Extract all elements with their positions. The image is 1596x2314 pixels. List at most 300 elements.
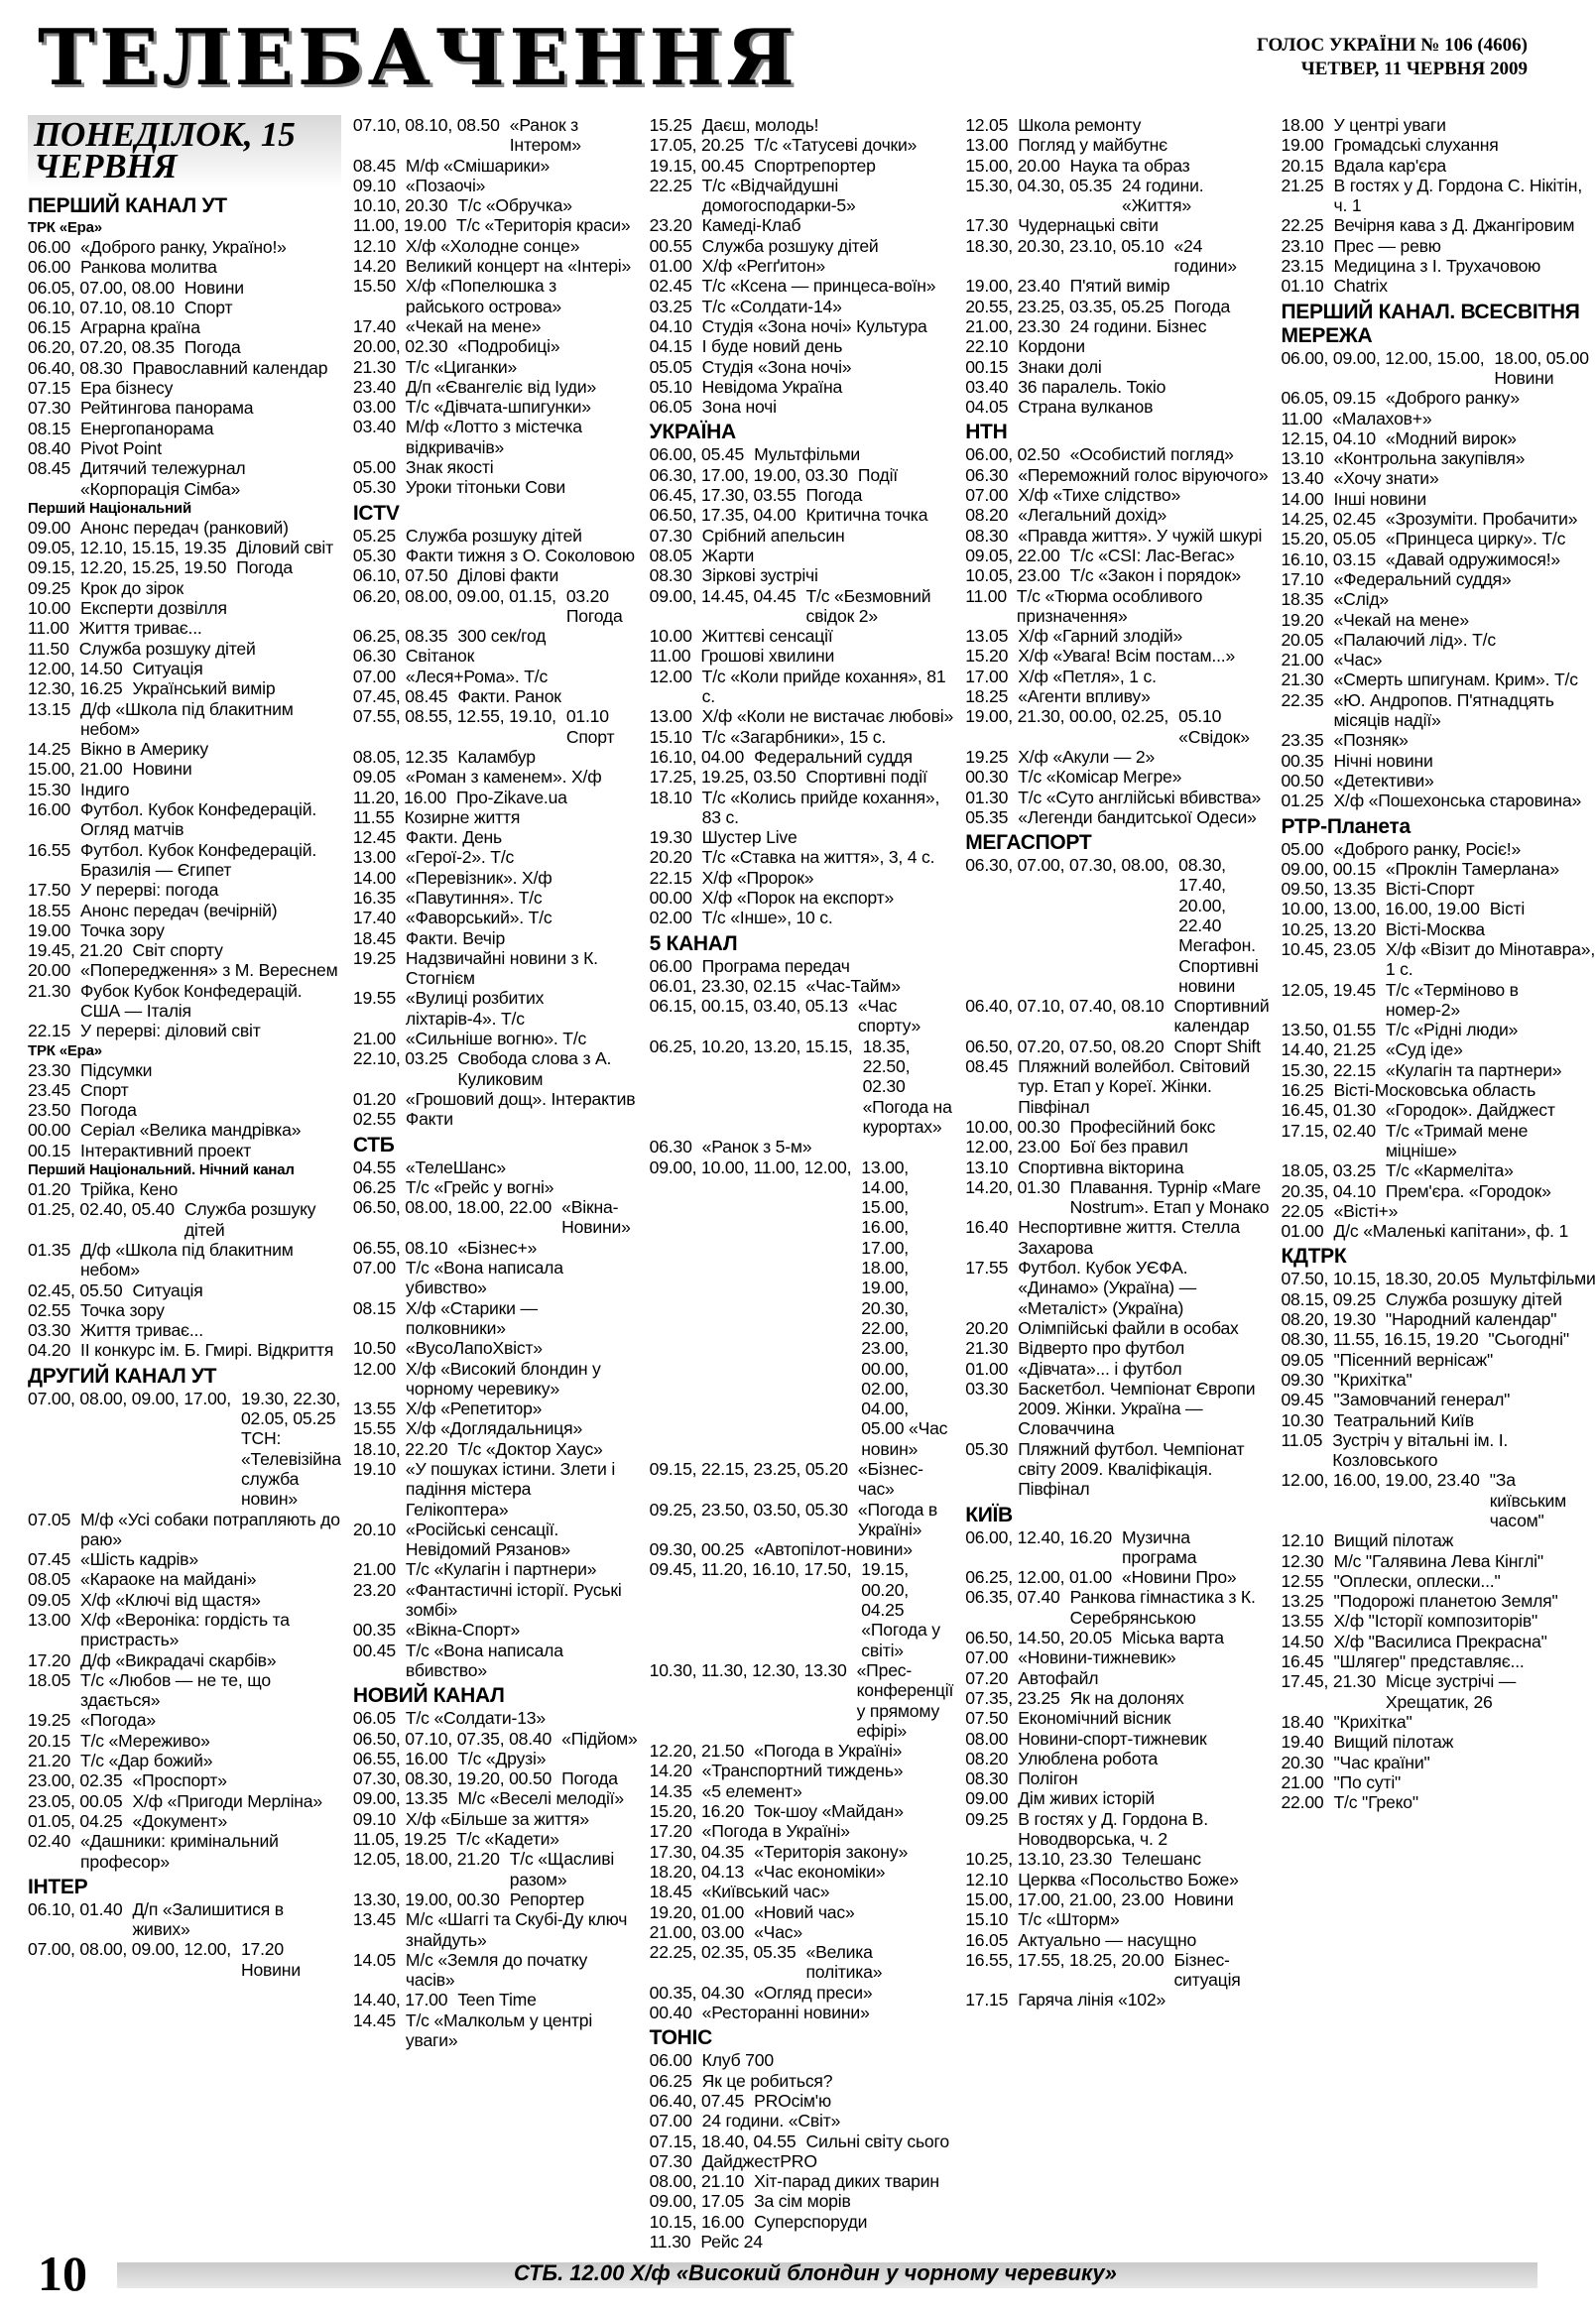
listing-entry — [965, 1647, 1269, 1667]
program-title: «Час-Тайм» — [805, 975, 901, 996]
listing-entry — [28, 398, 341, 418]
program-title: Вікно в Америку — [80, 739, 208, 760]
program-title: Анонс передач (вечірній) — [80, 900, 278, 920]
listing-entry — [1281, 1632, 1595, 1651]
program-title: Т/с «Циганки» — [405, 356, 518, 377]
program-title: Спортивна вікторина — [1018, 1157, 1184, 1177]
airtime: 02.55 — [352, 1109, 396, 1130]
airtime: 06.00 — [28, 237, 71, 257]
airtime: 05.25 — [352, 525, 396, 546]
listing-entry — [1281, 1269, 1595, 1288]
airtime: 15.30 — [28, 779, 71, 799]
listing-entry — [28, 1340, 341, 1360]
program-title: «Сильніше вогню». Т/с — [405, 1029, 587, 1049]
airtime: 17.20 — [28, 1649, 71, 1670]
program-title: Факти. Ранок — [457, 686, 561, 707]
program-title: Новини — [132, 759, 192, 780]
listing-entry — [965, 1527, 1269, 1568]
airtime: 07.05 — [28, 1509, 71, 1529]
channel-heading: ТОНІС — [649, 2026, 712, 2050]
listing-entry — [650, 908, 954, 927]
listing-entry — [353, 767, 638, 787]
airtime: 03.40 — [352, 417, 396, 437]
program-title: Крок до зірок — [80, 577, 184, 598]
listing-entry — [965, 1379, 1269, 1439]
listing-entry — [650, 1157, 954, 1459]
airtime: 11.00 — [28, 618, 69, 639]
listing-entry — [965, 706, 1269, 747]
program-title: Точка зору — [80, 919, 165, 940]
program-title: Факти — [405, 1109, 453, 1130]
listing-entry — [965, 1889, 1269, 1909]
program-title: ІІ конкурс ім. Б. Гмирі. Відкриття — [80, 1340, 334, 1361]
program-title: Факти. День — [405, 827, 503, 848]
airtime: 09.50, 13.35 — [1281, 879, 1376, 900]
program-title: Світ спорту — [132, 940, 223, 961]
program-title: Ранкова молитва — [80, 257, 217, 278]
program-title: 24 години. «Світ» — [701, 2111, 841, 2131]
listing-entry — [28, 981, 341, 1022]
airtime: 08.05 — [28, 1569, 71, 1590]
program-title: «Вікна-Новини» — [561, 1197, 631, 1238]
airtime: 09.00, 13.35 — [352, 1788, 448, 1809]
listing-entry — [965, 1137, 1269, 1157]
program-title: «Доброго ранку, Україно!» — [80, 237, 287, 257]
program-title: Новини-спорт-тижневик — [1018, 1728, 1207, 1749]
program-title: Погода — [561, 1768, 618, 1789]
airtime: 06.40, 08.30 — [28, 357, 123, 378]
airtime: 20.15 — [28, 1730, 71, 1751]
listing-entry — [650, 1741, 954, 1761]
listing-entry — [353, 276, 638, 316]
program-title: Кордони — [1018, 336, 1085, 357]
airtime: 15.55 — [352, 1418, 396, 1439]
program-title: Ток-шоу «Майдан» — [754, 1801, 904, 1822]
program-title: Вищий пілотаж — [1333, 1530, 1454, 1551]
channel-heading: СТБ — [352, 1133, 395, 1157]
program-title: «Прес-конференції у прямому ефірі» — [856, 1659, 954, 1741]
airtime: 05.30 — [352, 545, 396, 565]
airtime: 06.40, 07.45 — [649, 2090, 745, 2111]
airtime: 06.00 — [649, 955, 692, 976]
airtime: 13.00 — [28, 1610, 71, 1630]
listing-entry — [353, 397, 638, 417]
program-title: Бої без правил — [1069, 1137, 1188, 1157]
program-title: «Попередження» з М. Вереснем — [80, 960, 338, 981]
program-title: Т/с «Колись прийде кохання», 83 с. — [701, 787, 940, 827]
program-title: Точка зору — [80, 1299, 165, 1320]
program-title: Гаряча лінія «102» — [1018, 1990, 1166, 2010]
listing-entry — [28, 920, 341, 940]
airtime: 08.45 — [28, 458, 71, 479]
program-title: Т/с «Закон і порядок» — [1069, 565, 1241, 586]
program-title: Новини — [184, 277, 244, 298]
program-title: «Палаючий лід». Т/с — [1333, 629, 1496, 650]
airtime: 10.00 — [649, 626, 692, 647]
listing-entry — [353, 1889, 638, 1909]
program-title: Т/с «Кармеліта» — [1385, 1160, 1514, 1181]
listing-entry — [965, 316, 1269, 336]
program-title: Рейтингова панорама — [80, 398, 254, 419]
channel-heading: ПЕРШИЙ КАНАЛ. ВСЕСВІТНЯ МЕРЕЖА — [1281, 300, 1580, 347]
listing-entry — [650, 667, 954, 707]
airtime: 16.55 — [28, 839, 71, 860]
program-title: Про-Zikave.ua — [456, 787, 567, 807]
airtime: 04.10 — [649, 315, 692, 336]
program-title: Х/ф «Пророк» — [701, 867, 814, 888]
program-title: "Крихітка" — [1333, 1711, 1412, 1732]
program-title: "Народний календар" — [1385, 1309, 1557, 1330]
program-title: Анонс передач (ранковий) — [80, 517, 289, 538]
program-title: «Чекай на мене» — [1333, 609, 1469, 630]
airtime: 13.00 — [352, 847, 396, 868]
airtime: 23.45 — [28, 1079, 71, 1100]
airtime: 06.01, 23.30, 02.15 — [649, 975, 797, 996]
listing-entry — [1281, 1390, 1595, 1409]
listing-entry — [965, 397, 1269, 417]
program-title: Український вимір — [132, 678, 276, 699]
program-title: Студія «Зона ночі» — [701, 356, 852, 377]
listing-entry — [965, 1768, 1269, 1788]
airtime: 08.15 — [28, 418, 71, 438]
program-title: У центрі уваги — [1333, 115, 1446, 135]
listing-entry — [28, 1120, 341, 1140]
airtime: 00.40 — [649, 2003, 692, 2023]
airtime: 10.10, 20.30 — [352, 195, 448, 216]
program-title: Пляжний волейбол. Світовий тур. Етап у Кореї. Жінки. Півфінал — [1018, 1056, 1251, 1117]
program-title: 300 сек/год — [457, 626, 547, 647]
listing-entry — [650, 465, 954, 485]
listing-entry — [965, 686, 1269, 706]
program-title: «Малахов+» — [1332, 408, 1432, 428]
listing-entry — [965, 1749, 1269, 1768]
listing-entry — [650, 2111, 954, 2131]
airtime: 15.30, 22.15 — [1281, 1059, 1376, 1080]
listing-entry — [28, 1939, 341, 1980]
listing-entry — [28, 1751, 341, 1770]
listing-entry — [1281, 1060, 1595, 1080]
listing-entry — [28, 538, 341, 557]
listing-entry — [353, 667, 638, 686]
program-title: Критична точка — [805, 505, 928, 526]
airtime: 18.10, 22.20 — [352, 1438, 448, 1459]
listing-entry — [353, 788, 638, 807]
program-title: «Чекай на мене» — [405, 315, 542, 336]
program-title: Т/с «Ставка на життя», 3, 4 с. — [701, 847, 935, 868]
program-title: Служба розшуку дітей — [701, 235, 879, 256]
program-title: Трійка, Кено — [80, 1179, 179, 1200]
airtime: 21.20 — [28, 1751, 71, 1771]
airtime: 06.30, 07.00, 07.30, 08.00, — [965, 855, 1169, 876]
program-title: Погода — [236, 557, 293, 578]
program-title: «Ранок з 5-м» — [701, 1137, 812, 1157]
airtime: 13.55 — [352, 1399, 396, 1419]
program-title: Спортивні події — [805, 767, 927, 788]
airtime: 06.20, 08.00, 09.00, 01.15, — [352, 585, 556, 606]
listing-entry — [1281, 1080, 1595, 1100]
airtime: 20.35, 04.10 — [1281, 1180, 1376, 1201]
airtime: 01.20 — [28, 1179, 71, 1200]
listing-entry — [650, 1036, 954, 1137]
program-title: Х/ф «Гарний злодій» — [1018, 626, 1183, 647]
airtime: 00.35 — [1281, 750, 1324, 771]
program-title: «ВусоЛапоХвіст» — [405, 1338, 543, 1359]
listing-entry — [1281, 1571, 1595, 1591]
listing-entry — [28, 1021, 341, 1040]
listing-entry — [28, 840, 341, 881]
airtime: 08.45 — [352, 155, 396, 176]
airtime: 21.00 — [1281, 650, 1324, 670]
newspaper-issue: ГОЛОС УКРАЇНИ № 106 (4606) — [1256, 35, 1528, 56]
column-3 — [649, 115, 954, 2252]
program-title: «Модний вирок» — [1385, 427, 1517, 448]
program-title: Ранкова гімнастика з К. Серебрянською — [1069, 1587, 1256, 1628]
listing-entry — [28, 1731, 341, 1751]
program-title: Великий концерт на «Інтері» — [405, 256, 632, 277]
airtime: 12.30, 16.25 — [28, 678, 123, 699]
airtime: 10.50 — [352, 1338, 396, 1359]
airtime: 01.30 — [965, 787, 1009, 807]
airtime: 11.30 — [649, 2231, 691, 2252]
airtime: 08.05 — [649, 545, 692, 565]
airtime: 23.05, 00.05 — [28, 1790, 123, 1811]
airtime: 08.20, 19.30 — [1281, 1309, 1376, 1330]
listing-entry — [1281, 1181, 1595, 1201]
listing-entry — [965, 1177, 1269, 1218]
program-title: «У пошуках істини. Злети і падіння містера Гелікоптера» — [405, 1459, 616, 1520]
program-title: В гостях у Д. Гордона В. Новодворська, ч. 2 — [1018, 1808, 1208, 1850]
airtime: 14.45 — [352, 2010, 396, 2030]
program-title: Зустріч у вітальні ім. І. Козловського — [1332, 1429, 1509, 1471]
listing-entry — [650, 2050, 954, 2070]
airtime: 13.40 — [1281, 468, 1324, 489]
listing-entry — [28, 940, 341, 960]
airtime: 18.10 — [649, 787, 692, 807]
listing-entry — [1281, 1289, 1595, 1309]
airtime: 14.25, 02.45 — [1281, 509, 1376, 530]
listing-entry — [353, 215, 638, 235]
program-title: «Легальний дохід» — [1018, 505, 1167, 526]
listing-entry — [965, 855, 1269, 996]
listing-entry — [650, 847, 954, 867]
listing-entry — [1281, 879, 1595, 899]
listing-entry — [353, 988, 638, 1029]
airtime: 15.20 — [965, 646, 1009, 667]
listing-entry — [353, 706, 638, 747]
airtime: 19.30 — [649, 827, 692, 848]
airtime: 15.20, 16.20 — [649, 1801, 745, 1822]
listing-entry — [965, 1870, 1269, 1889]
program-title: Ситуація — [132, 658, 203, 678]
listing-entry — [965, 1909, 1269, 1929]
listing-entry — [353, 807, 638, 827]
listing-entry — [965, 1587, 1269, 1628]
program-title: Т/с «Відчайдушні домогосподарки-5» — [701, 175, 856, 216]
listing-entry — [965, 1668, 1269, 1688]
listing-entry — [353, 1580, 638, 1621]
program-title: «Новини-тижневик» — [1018, 1647, 1176, 1668]
listing-entry — [353, 888, 638, 908]
airtime: 17.40 — [352, 315, 396, 336]
program-title: "Сьогодні" — [1488, 1329, 1569, 1350]
program-title: Мультфільми — [754, 444, 860, 465]
program-title: М/с "Галявина Лева Кінглі" — [1333, 1550, 1543, 1571]
airtime: 14.40, 21.25 — [1281, 1039, 1376, 1060]
listing-entry — [965, 1338, 1269, 1358]
airtime: 05.00 — [1281, 838, 1324, 859]
program-title: «Ресторанні новини» — [701, 2003, 870, 2023]
program-title: Т/с «Солдати-13» — [405, 1708, 546, 1729]
airtime: 10.45, 23.05 — [1281, 938, 1376, 959]
airtime: 06.05, 09.15 — [1281, 388, 1376, 409]
listing-entry — [650, 996, 954, 1036]
program-title: 19.30, 22.30, 02.05, 05.25 ТСН: «Телевізійна служба новин» — [240, 1388, 341, 1510]
listing-entry — [28, 1510, 341, 1550]
channel-heading: МЕГАСПОРТ — [965, 831, 1092, 855]
listing-entry — [650, 1922, 954, 1942]
listing-entry — [1281, 115, 1595, 135]
listing-entry — [1281, 236, 1595, 256]
program-title: «Подробиці» — [457, 336, 560, 357]
program-title: Ситуація — [132, 1279, 203, 1300]
listing-entry — [353, 357, 638, 377]
program-title: Рейс 24 — [700, 2231, 763, 2252]
program-title: Ера бізнесу — [80, 378, 174, 399]
listing-entry — [965, 546, 1269, 565]
airtime: 00.00 — [649, 887, 692, 908]
program-title: «Федеральний суддя» — [1333, 568, 1512, 589]
listing-entry — [353, 1197, 638, 1238]
program-title: Театральний Київ — [1333, 1409, 1474, 1430]
airtime: 14.40, 17.00 — [352, 1990, 448, 2010]
airtime: 19.25 — [965, 746, 1009, 767]
program-title: Енергопанорама — [80, 418, 214, 438]
listing-entry — [353, 1459, 638, 1520]
program-title: Х/ф «Увага! Всім постам...» — [1018, 646, 1236, 667]
program-title: «Перевізник». Х/ф — [405, 867, 552, 888]
program-title: «24 години» — [1173, 235, 1237, 277]
program-title: Неспортивне життя. Стелла Захарова — [1018, 1217, 1240, 1258]
airtime: 13.55 — [1281, 1611, 1324, 1632]
listing-entry — [965, 336, 1269, 356]
program-title: «Підйом» — [561, 1728, 638, 1749]
program-title: Х/ф «Старики — полковники» — [405, 1297, 538, 1338]
airtime: 22.25 — [649, 175, 692, 195]
listing-entry — [28, 799, 341, 840]
listing-entry — [650, 156, 954, 176]
listing-entry — [965, 1950, 1269, 1991]
program-title: Пляжний футбол. Чемпіонат світу 2009. Кваліфікація. Півфінал — [1018, 1438, 1245, 1500]
airtime: 07.00, 08.00, 09.00, 17.00, — [28, 1388, 231, 1408]
program-title: «Бізнес-час» — [857, 1459, 923, 1500]
program-title: Відверто про футбол — [1018, 1338, 1185, 1359]
program-title: Вісті-Москва — [1385, 918, 1485, 939]
listing-entry — [28, 739, 341, 759]
airtime: 09.45, 11.20, 16.10, 17.50, — [649, 1559, 852, 1580]
listing-entry — [650, 976, 954, 996]
listing-entry — [965, 1217, 1269, 1258]
airtime: 20.00 — [28, 960, 71, 981]
listing-entry — [650, 444, 954, 464]
program-title: «Шість кадрів» — [80, 1549, 198, 1570]
program-title: Х/ф «Регґитон» — [701, 256, 826, 277]
listing-entry — [650, 215, 954, 235]
program-title: За сім морів — [754, 2191, 851, 2212]
listing-entry — [353, 747, 638, 767]
listing-entry — [650, 565, 954, 585]
day-heading: ПОНЕДІЛОК, 15 ЧЕРВНЯ — [28, 115, 341, 188]
airtime: 19.00, 23.40 — [965, 276, 1060, 297]
program-title: Д/п «Євангеліє від Іуди» — [405, 376, 597, 397]
listing-entry — [650, 827, 954, 847]
listing-entry — [650, 956, 954, 976]
listing-entry — [650, 2191, 954, 2211]
listing-entry — [650, 316, 954, 336]
listing-entry — [965, 236, 1269, 277]
listing-entry — [28, 598, 341, 618]
program-title: Знаки долі — [1018, 356, 1102, 377]
listing-entry — [650, 1500, 954, 1540]
listing-entry — [353, 1089, 638, 1109]
listing-entry — [965, 156, 1269, 176]
program-title: «Погода в Україні» — [701, 1821, 850, 1842]
channel-heading: РТР-Планета — [1281, 814, 1411, 838]
listing-entry — [28, 1670, 341, 1711]
listing-entry — [1281, 489, 1595, 509]
listing-entry — [965, 586, 1269, 627]
listing-entry — [28, 257, 341, 277]
listing-entry — [28, 699, 341, 740]
program-title: «Принцеса цирку». Т/с — [1385, 529, 1566, 549]
program-title: Діловий світ — [236, 538, 333, 558]
airtime: 15.00, 17.00, 21.00, 23.00 — [965, 1888, 1165, 1909]
airtime: 21.00 — [1281, 1771, 1324, 1792]
airtime: 14.00 — [352, 867, 396, 888]
airtime: 11.05 — [1281, 1429, 1323, 1450]
listing-entry — [650, 2131, 954, 2151]
airtime: 13.50, 01.55 — [1281, 1020, 1376, 1040]
listing-entry — [650, 357, 954, 377]
airtime: 03.30 — [965, 1378, 1009, 1399]
program-title: Вісті-Спорт — [1385, 879, 1475, 900]
airtime: 01.00 — [1281, 1221, 1324, 1242]
listing-entry — [1281, 751, 1595, 771]
program-title: У перерві: діловий світ — [80, 1021, 261, 1041]
listing-entry — [353, 646, 638, 666]
listing-entry — [353, 336, 638, 356]
program-title: «ТелеШанс» — [405, 1157, 506, 1177]
listing-entry — [650, 868, 954, 888]
airtime: 09.00, 14.45, 04.45 — [649, 585, 797, 606]
program-title: Т/с «Ксена — принцеса-воїн» — [701, 276, 936, 297]
listing-entry — [353, 1788, 638, 1808]
airtime: 01.05, 04.25 — [28, 1810, 123, 1831]
listing-entry — [28, 1569, 341, 1589]
airtime: 09.15, 22.15, 23.25, 05.20 — [649, 1459, 848, 1479]
airtime: 21.30 — [352, 356, 396, 377]
program-title: Вісті-Московська область — [1333, 1080, 1536, 1101]
airtime: 12.05, 18.00, 21.20 — [352, 1849, 500, 1870]
airtime: 06.35, 07.40 — [965, 1587, 1060, 1608]
listing-entry — [28, 1549, 341, 1569]
airtime: 07.00 — [352, 666, 396, 686]
airtime: 19.15, 00.45 — [649, 155, 745, 176]
listing-entry — [353, 1338, 638, 1358]
program-title: «Автопілот-новини» — [754, 1539, 913, 1560]
program-title: Т/с «Вона написала убивство» — [405, 1258, 563, 1298]
airtime: 08.20 — [965, 1748, 1009, 1768]
airtime: 14.25 — [28, 739, 71, 760]
